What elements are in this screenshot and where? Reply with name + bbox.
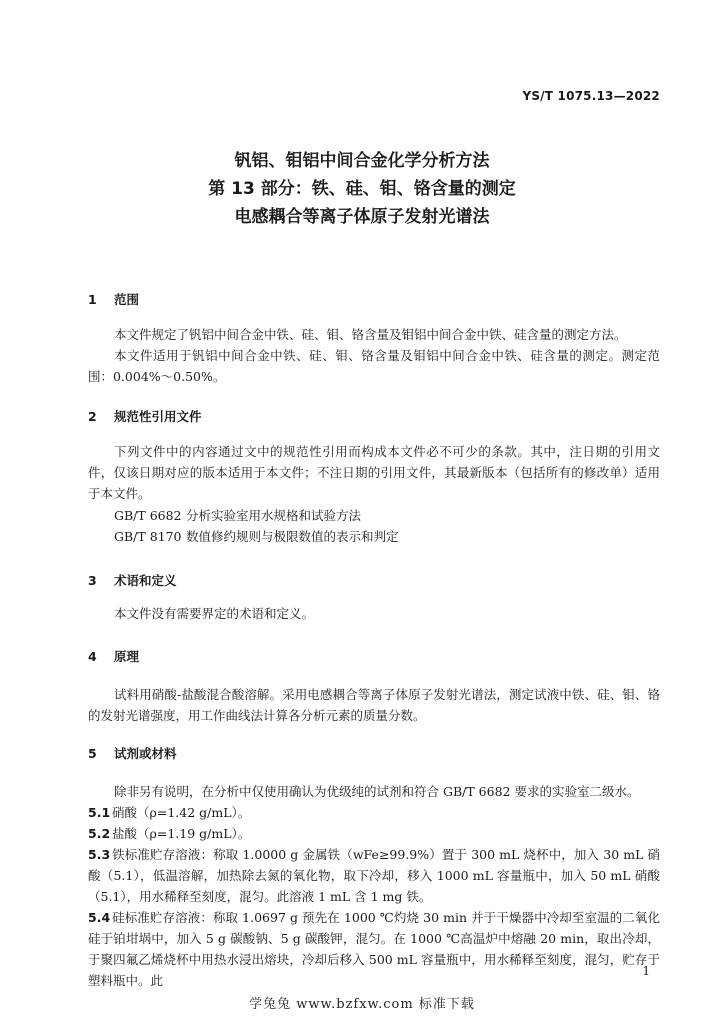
reference-code: GB/T 8170 xyxy=(114,529,182,544)
title-line-2: 第 13 部分：铁、硅、钼、铬含量的测定 xyxy=(208,179,516,199)
page-number: 1 xyxy=(642,964,650,978)
section-4-paragraph-1: 试料用硝酸-盐酸混合酸溶解。采用电感耦合等离子体原子发射光谱法，测定试液中铁、硅、钼、铬的发射光谱强度，用工作曲线法计算各分析元素的质量分数。 xyxy=(88,687,660,723)
section-1-paragraph-1: 本文件规定了钒铝中间合金中铁、硅、钼、铬含量及钼铝中间合金中铁、硅含量的测定方法。 xyxy=(114,327,627,342)
section-3-heading xyxy=(88,571,177,589)
section-number: 1 xyxy=(88,292,97,307)
section-number: 5 xyxy=(88,746,97,761)
section-1-paragraph-2: 本文件适用于钒铝中间合金中铁、硅、钼、铬含量及钼铝中间合金中铁、硅含量的测定。测定范围：0.004%～0.50%。 xyxy=(88,348,660,384)
clause-text: 铁标准贮存溶液：称取 1.0000 g 金属铁（wFe≥99.9%）置于 300 mL 烧杯中，加入 30 mL 硝酸（5.1），低温溶解，加热除去氮的氧化物，取下冷却，移入 1000 mL 容量瓶中，加入 50 mL 硝酸（5.1），用水稀释至刻度，混匀。此溶液 1 mL 含 1 mg 铁。 xyxy=(88,847,660,904)
clause-5-1 xyxy=(88,802,660,823)
section-title: 范围 xyxy=(114,292,140,307)
section-number: 4 xyxy=(88,649,97,664)
clause-number: 5.1 xyxy=(88,805,111,820)
section-title: 试剂或材料 xyxy=(114,746,177,761)
section-title: 原理 xyxy=(114,649,140,664)
section-5-heading xyxy=(88,744,177,762)
reference-title: 分析实验室用水规格和试验方法 xyxy=(186,508,362,523)
reference-code: GB/T 6682 xyxy=(114,508,182,523)
section-title: 规范性引用文件 xyxy=(114,409,202,424)
section-3-paragraph-1: 本文件没有需要界定的术语和定义。 xyxy=(114,606,315,621)
clause-number: 5.4 xyxy=(88,910,111,925)
standard-code: YS/T 1075.13—2022 xyxy=(522,89,660,103)
section-2-heading xyxy=(88,407,202,425)
normative-reference xyxy=(114,506,361,524)
clause-5-3 xyxy=(88,844,660,907)
clause-text: 硝酸（ρ=1.42 g/mL）。 xyxy=(112,805,251,820)
section-5-paragraph-1: 除非另有说明，在分析中仅使用确认为优级纯的试剂和符合 GB/T 6682 要求的实验室二级水。 xyxy=(114,784,640,799)
clause-5-4 xyxy=(88,907,660,991)
section-1-heading xyxy=(88,290,139,308)
reference-title: 数值修约规则与极限数值的表示和判定 xyxy=(186,529,399,544)
title-line-3: 电感耦合等离子体原子发射光谱法 xyxy=(234,207,490,227)
clause-number: 5.2 xyxy=(88,826,111,841)
document-title xyxy=(0,147,724,231)
clause-number: 5.3 xyxy=(88,847,111,862)
section-number: 2 xyxy=(88,409,97,424)
section-title: 术语和定义 xyxy=(114,573,177,588)
watermark-text: 学兔兔 www.bzfxw.com 标准下载 xyxy=(249,997,475,1012)
clause-text: 盐酸（ρ=1.19 g/mL）。 xyxy=(112,826,251,841)
section-4-heading xyxy=(88,647,139,665)
section-2-paragraph-1: 下列文件中的内容通过文中的规范性引用而构成本文件必不可少的条款。其中，注日期的引用文件，仅该日期对应的版本适用于本文件；不注日期的引用文件，其最新版本（包括所有的修改单）适用于本文件。 xyxy=(88,444,660,501)
clause-text: 硅标准贮存溶液：称取 1.0697 g 预先在 1000 ℃灼烧 30 min 并于干燥器中冷却至室温的二氧化硅于铂坩埚中，加入 5 g 碳酸钠、5 g 碳酸钾，混匀。在 1000 ℃高温炉中熔融 20 min，取出冷却，于聚四氟乙烯烧杯中用热水浸出熔块，冷却后移入 500 mL 容量瓶中，用水稀释至刻度，混匀，贮存于塑料瓶中。此 xyxy=(88,910,660,988)
title-line-1: 钒铝、钼铝中间合金化学分析方法 xyxy=(234,151,490,171)
normative-reference xyxy=(114,527,399,545)
section-number: 3 xyxy=(88,573,97,588)
clause-5-2 xyxy=(88,823,660,844)
